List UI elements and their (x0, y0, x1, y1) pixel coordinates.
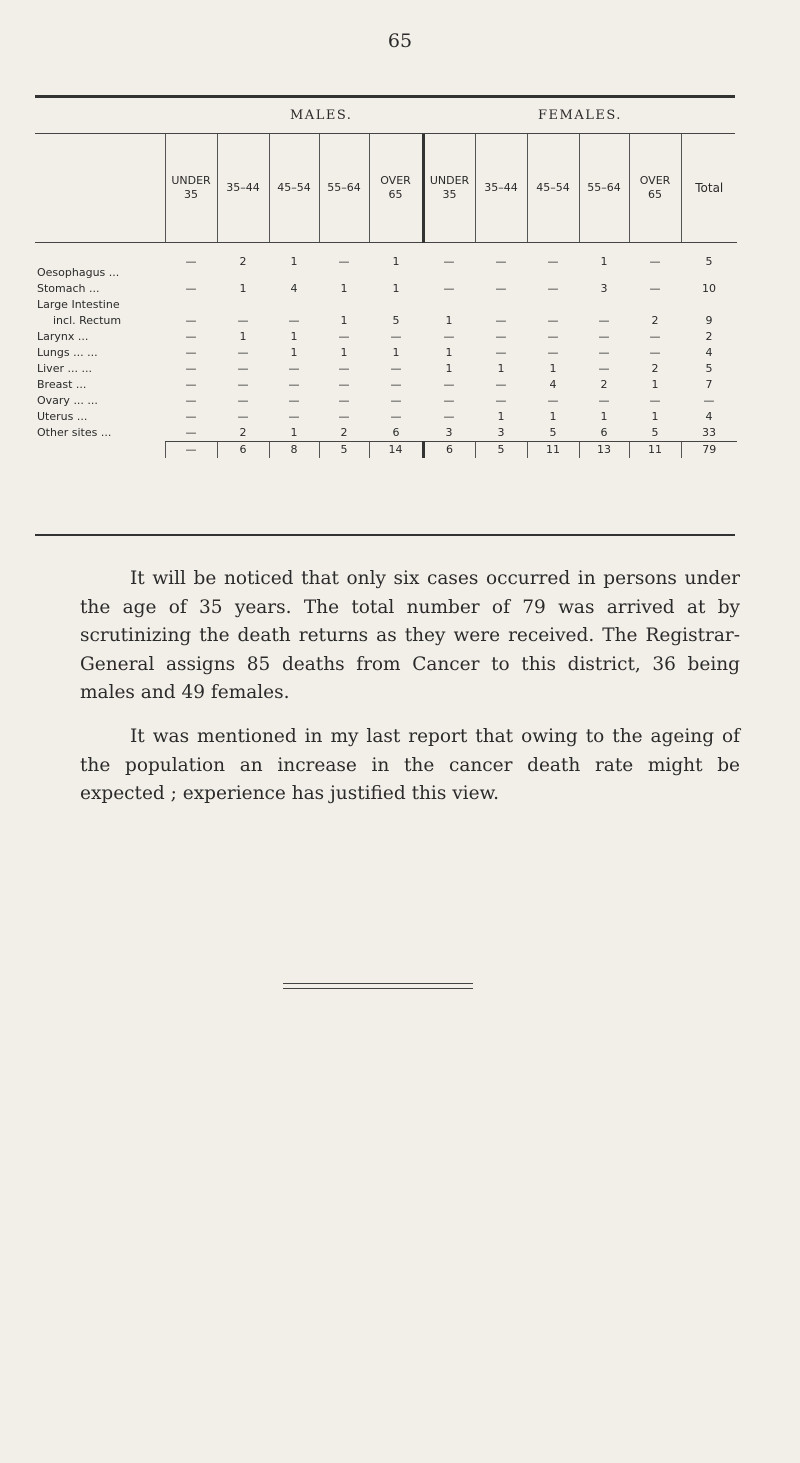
column-header (579, 134, 629, 243)
site-label (35, 425, 165, 442)
column-header-line: OVER (639, 174, 671, 187)
site-label (35, 361, 165, 377)
table-cell: — (390, 378, 402, 391)
table-cell: — (495, 330, 507, 343)
table-cell: 1 (340, 282, 348, 295)
table-cell: — (598, 314, 610, 327)
table-cell: 2 (651, 314, 659, 327)
table-cell: — (547, 314, 559, 327)
table-cell: 1 (290, 426, 298, 439)
site-label-line: Larynx ... (37, 330, 89, 343)
table-cell: — (703, 394, 715, 407)
site-label (35, 281, 165, 297)
table-cell: — (443, 255, 455, 268)
table-cell: — (495, 314, 507, 327)
site-label (35, 377, 165, 393)
column-header-line: 55–64 (587, 181, 621, 194)
table-cell: — (185, 394, 197, 407)
table-cell: — (338, 255, 350, 268)
table-cell: — (547, 394, 559, 407)
table-cell: — (288, 410, 300, 423)
table-cell: — (495, 255, 507, 268)
table-cell: 1 (290, 330, 298, 343)
paragraph-1: It will be noticed that only six cases occurred in persons under the age of 35 years. The total number of 79 was arrived at by scrutinizing the death returns as they were received. The Registrar-General assigns 85 deaths from Cancer to this district, 36 being males and 49 females. (80, 568, 740, 703)
table-cell: 1 (497, 362, 505, 375)
table-cell: 4 (705, 346, 713, 359)
table-cell: — (338, 410, 350, 423)
table-cell: 5 (705, 255, 713, 268)
males-group-header: MALES. (290, 108, 353, 123)
table-cell: 1 (497, 410, 505, 423)
table-cell: — (237, 346, 249, 359)
table-cell: — (443, 282, 455, 295)
site-label-line: Uterus ... (37, 410, 88, 423)
table-cell: — (237, 394, 249, 407)
table-cell: — (237, 314, 249, 327)
site-label-line: Oesophagus ... (37, 266, 120, 279)
total-cell: 11 (527, 442, 579, 459)
total-cell: 6 (217, 442, 269, 459)
table-cell: 1 (651, 378, 659, 391)
table-cell: — (443, 330, 455, 343)
table-cell: — (390, 330, 402, 343)
table-cell: — (649, 330, 661, 343)
table-cell: — (649, 255, 661, 268)
table-cell: 5 (705, 362, 713, 375)
table-cell: 4 (705, 410, 713, 423)
column-header-line: 35 (442, 188, 457, 201)
table-row (35, 329, 737, 345)
table-cell: 1 (392, 346, 400, 359)
column-header-line: 35 (184, 188, 198, 201)
females-group-header: FEMALES. (538, 108, 622, 123)
table-cell: 1 (651, 410, 659, 423)
total-cell: — (165, 442, 217, 459)
table-cell: — (547, 346, 559, 359)
table-cell: 3 (445, 426, 453, 439)
table-cell: 1 (445, 362, 453, 375)
site-label-line: Stomach ... (37, 282, 100, 295)
total-cell: 5 (475, 442, 527, 459)
total-cell: 6 (423, 442, 475, 459)
total-cell: 13 (579, 442, 629, 459)
total-cell: 8 (269, 442, 319, 459)
column-header-line: 65 (648, 188, 662, 201)
site-label-line: Breast ... (37, 378, 87, 391)
table-row (35, 393, 737, 409)
table-top-rule (35, 95, 735, 98)
total-cell: 14 (369, 442, 423, 459)
table-cell: — (547, 282, 559, 295)
paragraph-2: It was mentioned in my last report that owing to the ageing of the population an increase in the cancer death rate might be expected ; experience has justified this view. (80, 726, 740, 804)
table-cell: 1 (445, 314, 453, 327)
column-header (269, 134, 319, 243)
table-cell: 33 (702, 426, 716, 439)
table-body (35, 243, 737, 459)
table-cell: — (598, 362, 610, 375)
column-header (319, 134, 369, 243)
column-header-line: 65 (388, 188, 403, 201)
table-row (35, 377, 737, 393)
table-cell: — (495, 282, 507, 295)
cancer-deaths-table (35, 134, 737, 458)
table-row (35, 243, 737, 282)
column-header-line: Total (695, 181, 724, 195)
table-cell: — (547, 255, 559, 268)
table-cell: — (390, 362, 402, 375)
table-cell: — (288, 378, 300, 391)
table-cell: 4 (290, 282, 298, 295)
table-cell: — (185, 378, 197, 391)
table-cell: 1 (290, 346, 298, 359)
table-row (35, 361, 737, 377)
site-label-line: incl. Rectum (53, 314, 122, 327)
column-header (423, 134, 475, 243)
table-cell: 1 (239, 330, 247, 343)
site-label (35, 409, 165, 425)
table-cell: — (338, 362, 350, 375)
column-header-line: 55–64 (327, 181, 361, 194)
table-cell: — (598, 346, 610, 359)
column-header-line: 35–44 (226, 181, 260, 194)
table-cell: 2 (600, 378, 608, 391)
table-cell: 2 (239, 426, 247, 439)
column-header (629, 134, 681, 243)
site-label-line: Large Intestine (37, 298, 120, 311)
table-cell: 1 (340, 314, 348, 327)
table-row (35, 281, 737, 297)
table-cell: — (649, 346, 661, 359)
table-cell: 2 (239, 255, 247, 268)
column-header-line: UNDER (171, 174, 211, 187)
table-cell: — (649, 282, 661, 295)
site-label (35, 329, 165, 345)
table-cell: — (185, 330, 197, 343)
column-header (681, 134, 737, 243)
table-cell: — (495, 378, 507, 391)
total-cell: 11 (629, 442, 681, 459)
table-cell: — (185, 362, 197, 375)
table-cell: 5 (392, 314, 400, 327)
table-cell: 3 (600, 282, 608, 295)
table-cell: 7 (705, 378, 713, 391)
table-cell: 5 (549, 426, 557, 439)
table-cell: — (390, 394, 402, 407)
table-cell: 1 (239, 282, 247, 295)
column-header (217, 134, 269, 243)
table-cell: — (443, 410, 455, 423)
table-cell: — (288, 394, 300, 407)
table-cell: 1 (549, 362, 557, 375)
table-cell: — (338, 394, 350, 407)
column-header-line: OVER (380, 174, 411, 187)
table-cell: — (288, 314, 300, 327)
table-cell: 1 (445, 346, 453, 359)
table-cell: — (185, 255, 197, 268)
table-cell: 5 (651, 426, 659, 439)
table-cell: 1 (392, 255, 400, 268)
table-cell: — (338, 378, 350, 391)
site-label-line: Other sites ... (37, 426, 112, 440)
table-cell: — (390, 410, 402, 423)
table-row (35, 297, 737, 329)
column-header-line: UNDER (429, 174, 470, 187)
column-header-line: 35–44 (484, 181, 518, 194)
column-header-line: 45–54 (536, 181, 570, 194)
table-cell: — (237, 378, 249, 391)
site-label (35, 393, 165, 409)
totals-row (35, 442, 737, 459)
table-cell: — (547, 330, 559, 343)
site-label (35, 345, 165, 361)
table-cell: 1 (340, 346, 348, 359)
table-cell: 2 (651, 362, 659, 375)
table-cell: — (598, 394, 610, 407)
table-row (35, 425, 737, 442)
table-cell: — (288, 362, 300, 375)
column-header (165, 134, 217, 243)
totals-label-cell (35, 442, 165, 459)
column-header (527, 134, 579, 243)
page-number: 65 (387, 30, 413, 52)
total-cell: 79 (681, 442, 737, 459)
total-cell: 5 (319, 442, 369, 459)
table-cell: 1 (392, 282, 400, 295)
table-cell: 6 (600, 426, 608, 439)
table-cell: — (185, 426, 197, 439)
column-header-line: 45–54 (277, 181, 311, 194)
table-row (35, 345, 737, 361)
table-cell: 3 (497, 426, 505, 439)
table-cell: 1 (290, 255, 298, 268)
table-cell: 1 (600, 255, 608, 268)
site-column-header (35, 134, 165, 243)
table-cell: 1 (600, 410, 608, 423)
column-header-row (35, 134, 737, 243)
site-label-line: Lungs ... ... (37, 346, 98, 359)
table-cell: — (185, 282, 197, 295)
site-label (35, 297, 165, 329)
table-cell: — (649, 394, 661, 407)
table-cell: 10 (702, 282, 716, 295)
table-cell: — (495, 346, 507, 359)
table-cell: — (237, 362, 249, 375)
site-label (35, 243, 165, 282)
table-cell: — (443, 378, 455, 391)
table-cell: 4 (549, 378, 557, 391)
site-label-line: Liver ... ... (37, 362, 92, 375)
table-cell: — (237, 410, 249, 423)
table-cell: 1 (549, 410, 557, 423)
table-cell: — (495, 394, 507, 407)
table-cell: — (443, 394, 455, 407)
table-cell: 2 (705, 330, 713, 343)
table-cell: — (185, 346, 197, 359)
column-header (369, 134, 423, 243)
table-cell: — (185, 314, 197, 327)
site-label-line: Ovary ... ... (37, 394, 98, 407)
table-cell: 2 (340, 426, 348, 439)
column-header (475, 134, 527, 243)
table-bottom-rule (35, 534, 735, 536)
end-of-section-rule (283, 983, 473, 989)
table-cell: — (185, 410, 197, 423)
table-cell: 6 (392, 426, 400, 439)
table-cell: 9 (705, 314, 713, 327)
table-row (35, 409, 737, 425)
table-cell: — (598, 330, 610, 343)
table-cell: — (338, 330, 350, 343)
